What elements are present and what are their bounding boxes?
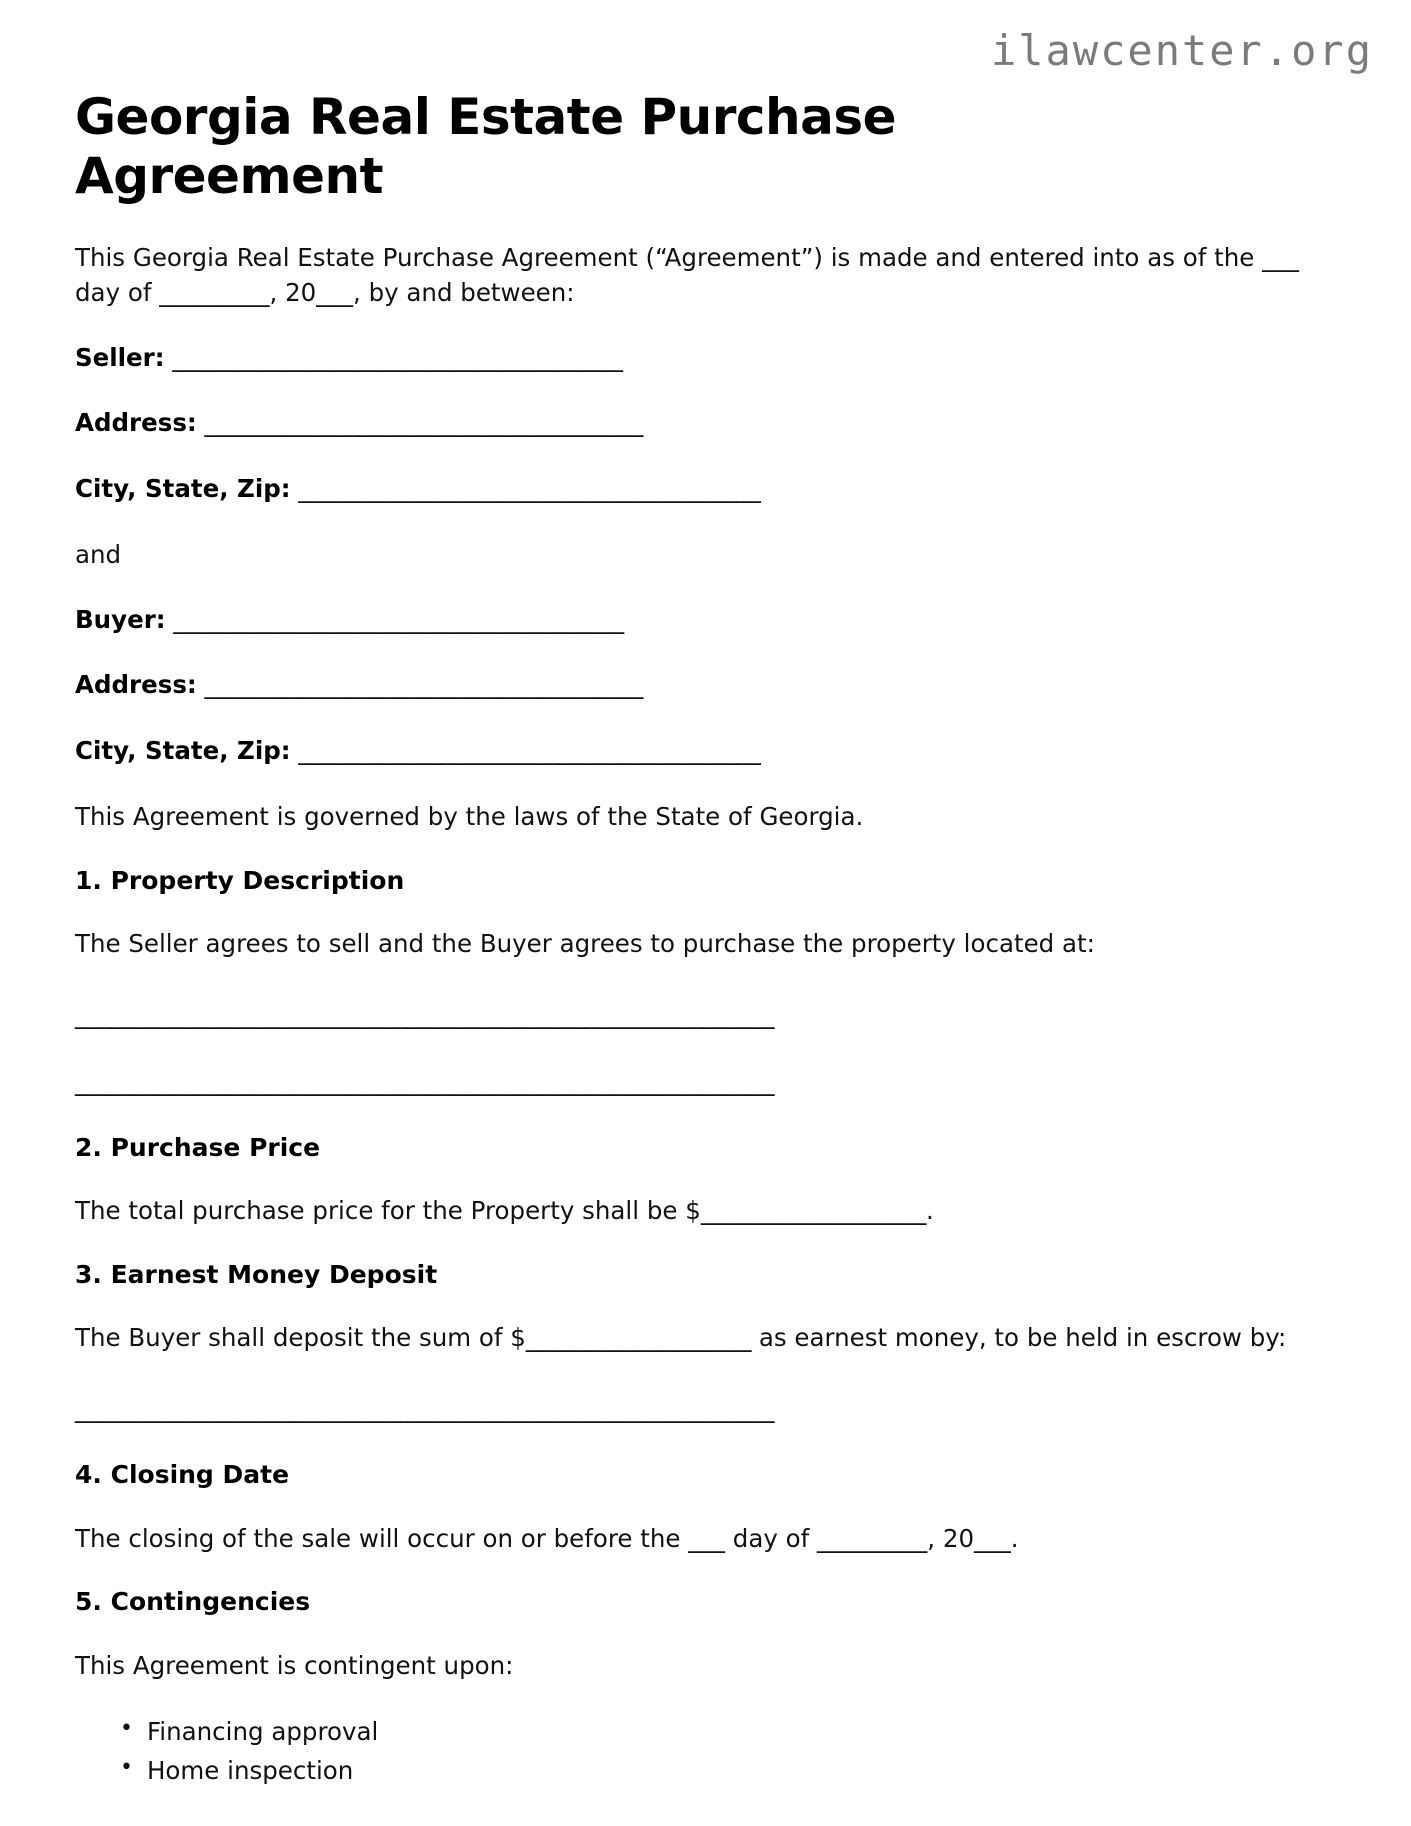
buyer-address-blank[interactable]: _____________________________________: [204, 670, 643, 700]
seller-city-state-zip-label: City, State, Zip:: [75, 474, 291, 504]
seller-address-label: Address:: [75, 408, 197, 438]
document-content: [75, 88, 1335, 1793]
purchase-price-text-after: .: [925, 1196, 934, 1226]
buyer-city-state-zip-blank[interactable]: _______________________________________: [298, 736, 761, 766]
list-item: • Financing approval: [147, 1714, 1335, 1750]
contingencies-text: This Agreement is contingent upon:: [75, 1650, 514, 1680]
section-heading-property-description: 1. Property Description: [75, 865, 405, 895]
seller-city-state-zip-blank[interactable]: _______________________________________: [298, 474, 761, 504]
section-heading-closing-date: 4. Closing Date: [75, 1460, 290, 1489]
seller-name-label: Seller:: [75, 342, 165, 372]
governing-law-paragraph: This Agreement is governed by the laws of the State of Georgia.: [75, 802, 864, 832]
escrow-holder-blank[interactable]: ___________________________________________________________: [75, 1394, 775, 1424]
seller-city-state-zip-field: [75, 472, 1335, 507]
earnest-money-text: [75, 1321, 1320, 1356]
buyer-name-field: [75, 603, 1335, 638]
buyer-city-state-zip-label: City, State, Zip:: [75, 736, 291, 766]
purchase-price-text-before: The total purchase price for the Property shall be $: [75, 1196, 701, 1226]
seller-address-blank[interactable]: _____________________________________: [204, 408, 643, 438]
intro-paragraph: This Georgia Real Estate Purchase Agreement (“Agreement”) is made and entered into as of the ___ day of _________, 20___, by and between:: [75, 243, 1299, 307]
section-heading-purchase-price: 2. Purchase Price: [75, 1132, 321, 1162]
earnest-money-text-after: as earnest money, to be held in escrow by:: [751, 1323, 1287, 1353]
earnest-money-text-before: The Buyer shall deposit the sum of $: [75, 1323, 526, 1353]
buyer-city-state-zip-field: [75, 734, 1335, 769]
list-item: • Home inspection: [147, 1753, 1335, 1789]
seller-address-field: [75, 406, 1335, 441]
buyer-address-label: Address:: [75, 670, 197, 700]
contingencies-list: [75, 1714, 1335, 1789]
buyer-name-label: Buyer:: [75, 604, 166, 634]
and-connector: and: [75, 539, 122, 569]
property-description-blank-1[interactable]: ___________________________________________________________: [75, 1000, 775, 1030]
page-title: Georgia Real Estate Purchase Agreement: [75, 88, 897, 205]
purchase-price-text: [75, 1194, 1320, 1229]
section-heading-earnest-money: 3. Earnest Money Deposit: [75, 1259, 438, 1289]
property-description-text: The Seller agrees to sell and the Buyer agrees to purchase the property located at:: [75, 929, 1095, 959]
site-watermark: ilawcenter.org: [990, 26, 1373, 75]
earnest-money-blank[interactable]: ___________________: [525, 1323, 752, 1353]
section-heading-contingencies: 5. Contingencies: [75, 1587, 311, 1617]
buyer-address-field: [75, 668, 1335, 703]
purchase-price-blank[interactable]: ___________________: [700, 1196, 926, 1226]
closing-date-text: The closing of the sale will occur on or before the ___ day of _________, 20___.: [75, 1523, 1019, 1553]
seller-name-blank[interactable]: ______________________________________: [172, 342, 623, 372]
seller-name-field: [75, 341, 1335, 376]
buyer-name-blank[interactable]: ______________________________________: [173, 604, 624, 634]
property-description-blank-2[interactable]: ___________________________________________________________: [75, 1066, 775, 1096]
